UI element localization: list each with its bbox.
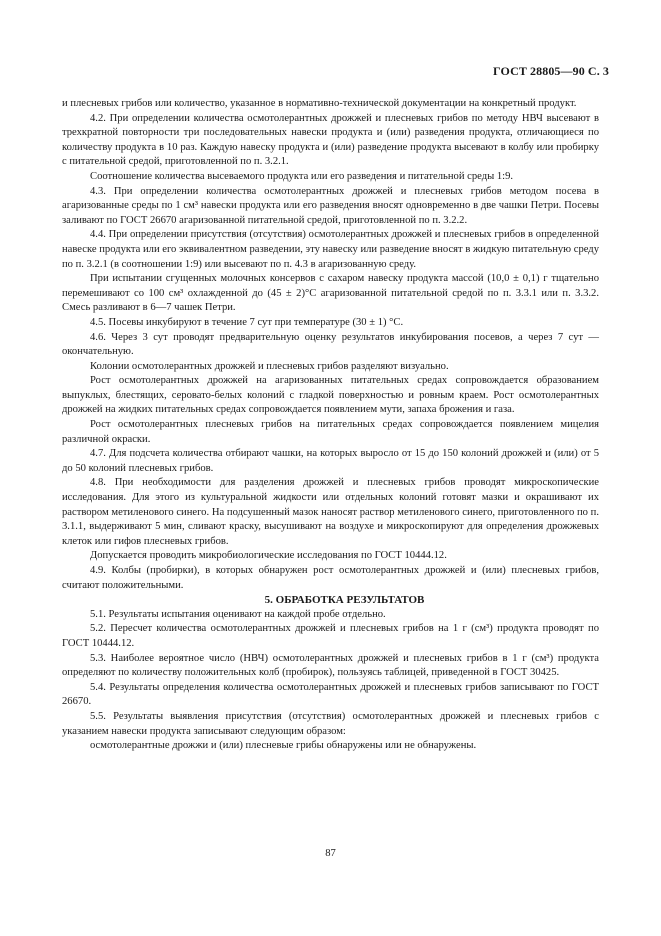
paragraph: Допускается проводить микробиологические исследования по ГОСТ 10444.12. <box>90 550 447 562</box>
paragraph: 4.7. Для подсчета количества отбирают чашки, на которых выросло от 15 до 150 колоний дрожжей и (или) от 5 до 50 колоний плесневых грибов. <box>62 448 599 474</box>
paragraph: 4.4. При определении присутствия (отсутствия) осмотолерантных дрожжей и плесневых грибов в определенной навеске продукта или его эквивалентном разведении, эту навеску или разведение вносят в жидкую питательную среду по п. 3.2.1 (в соотношении 1:9) или высевают по п. 4.3 в агаризованную среду. <box>62 229 599 270</box>
paragraph: Соотношение количества высеваемого продукта или его разведения и питательной среды 1:9. <box>90 170 514 182</box>
paragraph: 4.8. При необходимости для разделения дрожжей и плесневых грибов проводят микроскопические исследования. Для этого из культуральной жидкости или отдельных колоний готовят мазки и окрашивают их раствором метиленового синего. На подсушенный мазок наносят раствор метиленового синего, приготовленного по п. 3.1.1, выдерживают 5 мин, сливают краску, высушивают на воздухе и микроскопируют для определения дрожжевых клеток или гифов плесневых грибов. <box>62 477 599 547</box>
paragraph: 5.1. Результаты испытания оценивают на каждой пробе отдельно. <box>90 608 386 620</box>
paragraph: 5.2. Пересчет количества осмотолерантных дрожжей и плесневых грибов на 1 г (см³) продукта проводят по ГОСТ 10444.12. <box>62 623 599 649</box>
document-header: ГОСТ 28805—90 С. 3 <box>493 64 609 78</box>
paragraph: 4.5. Посевы инкубируют в течение 7 сут при температуре (30 ± 1) °C. <box>90 316 404 328</box>
paragraph: При испытании сгущенных молочных консервов с сахаром навеску продукта массой (10,0 ± 0,1) г тщательно перемешивают со 100 см³ охлажденной до (45 ± 2)°C агаризованной питательной средой по п. 3.3.1 или п. 3.3.2. Смесь разливают в 6—7 чашек Петри. <box>62 273 599 314</box>
paragraph: Рост осмотолерантных плесневых грибов на питательных средах сопровождается появлением мицелия различной окраски. <box>62 419 599 445</box>
paragraph: 5.3. Наиболее вероятное число (НВЧ) осмотолерантных дрожжей и плесневых грибов в 1 г (см³) продукта определяют по количеству положительных колб (пробирок), пользуясь таблицей, приведенной в ГОСТ 30425. <box>62 652 599 679</box>
paragraph: 5.5. Результаты выявления присутствия (отсутствия) осмотолерантных дрожжей и плесневых грибов с указанием навески продукта записывают следующим образом: <box>62 710 599 737</box>
paragraph: 5.4. Результаты определения количества осмотолерантных дрожжей и плесневых грибов записывают по ГОСТ 26670. <box>62 681 599 708</box>
paragraph: 4.9. Колбы (пробирки), в которых обнаружен рост осмотолерантных дрожжей и (или) плесневых грибов, считают положительными. <box>62 565 599 591</box>
paragraph: 4.2. При определении количества осмотолерантных дрожжей и плесневых грибов по методу НВЧ высевают в трехкратной повторности три последовательных навески продукта и (или) разведения продукта, отличающиеся по количеству продукта в 10 раз. Каждую навеску продукта и (или) разведение продукта высевают в колбу или пробирку с питательной средой, приготовленной по п. 3.2.1. <box>62 112 599 168</box>
paragraph: Рост осмотолерантных дрожжей на агаризованных питательных средах сопровождается образованием выпуклых, блестящих, серовато-белых колоний с гладкой поверхностью и ровным краем. Рост осмотолерантных дрожжей на жидких питательных средах сопровождается появлением мути, запаха брожения и газа. <box>62 375 599 416</box>
paragraph: и плесневых грибов или количество, указанное в нормативно-технической документации на конкретный продукт. <box>62 98 577 109</box>
document-body <box>62 97 599 754</box>
paragraph: 4.6. Через 3 сут проводят предварительную оценку результатов инкубирования посевов, а через 7 сут — окончательную. <box>62 331 599 358</box>
paragraph: 4.3. При определении количества осмотолерантных дрожжей и плесневых грибов методом посева в агаризованные среды по 1 см³ навески продукта или его разведения вносят одновременно в две чашки Петри. Посевы заливают по ГОСТ 26670 агаризованной питательной средой, приготовленной по п. 3.2.2. <box>62 185 599 226</box>
section-title: 5. ОБРАБОТКА РЕЗУЛЬТАТОВ <box>264 594 425 607</box>
page-number: 87 <box>325 848 336 859</box>
paragraph: Колонии осмотолерантных дрожжей и плесневых грибов разделяют визуально. <box>90 360 449 372</box>
paragraph: осмотолерантные дрожжи и (или) плесневые грибы обнаружены или не обнаружены. <box>90 740 477 752</box>
